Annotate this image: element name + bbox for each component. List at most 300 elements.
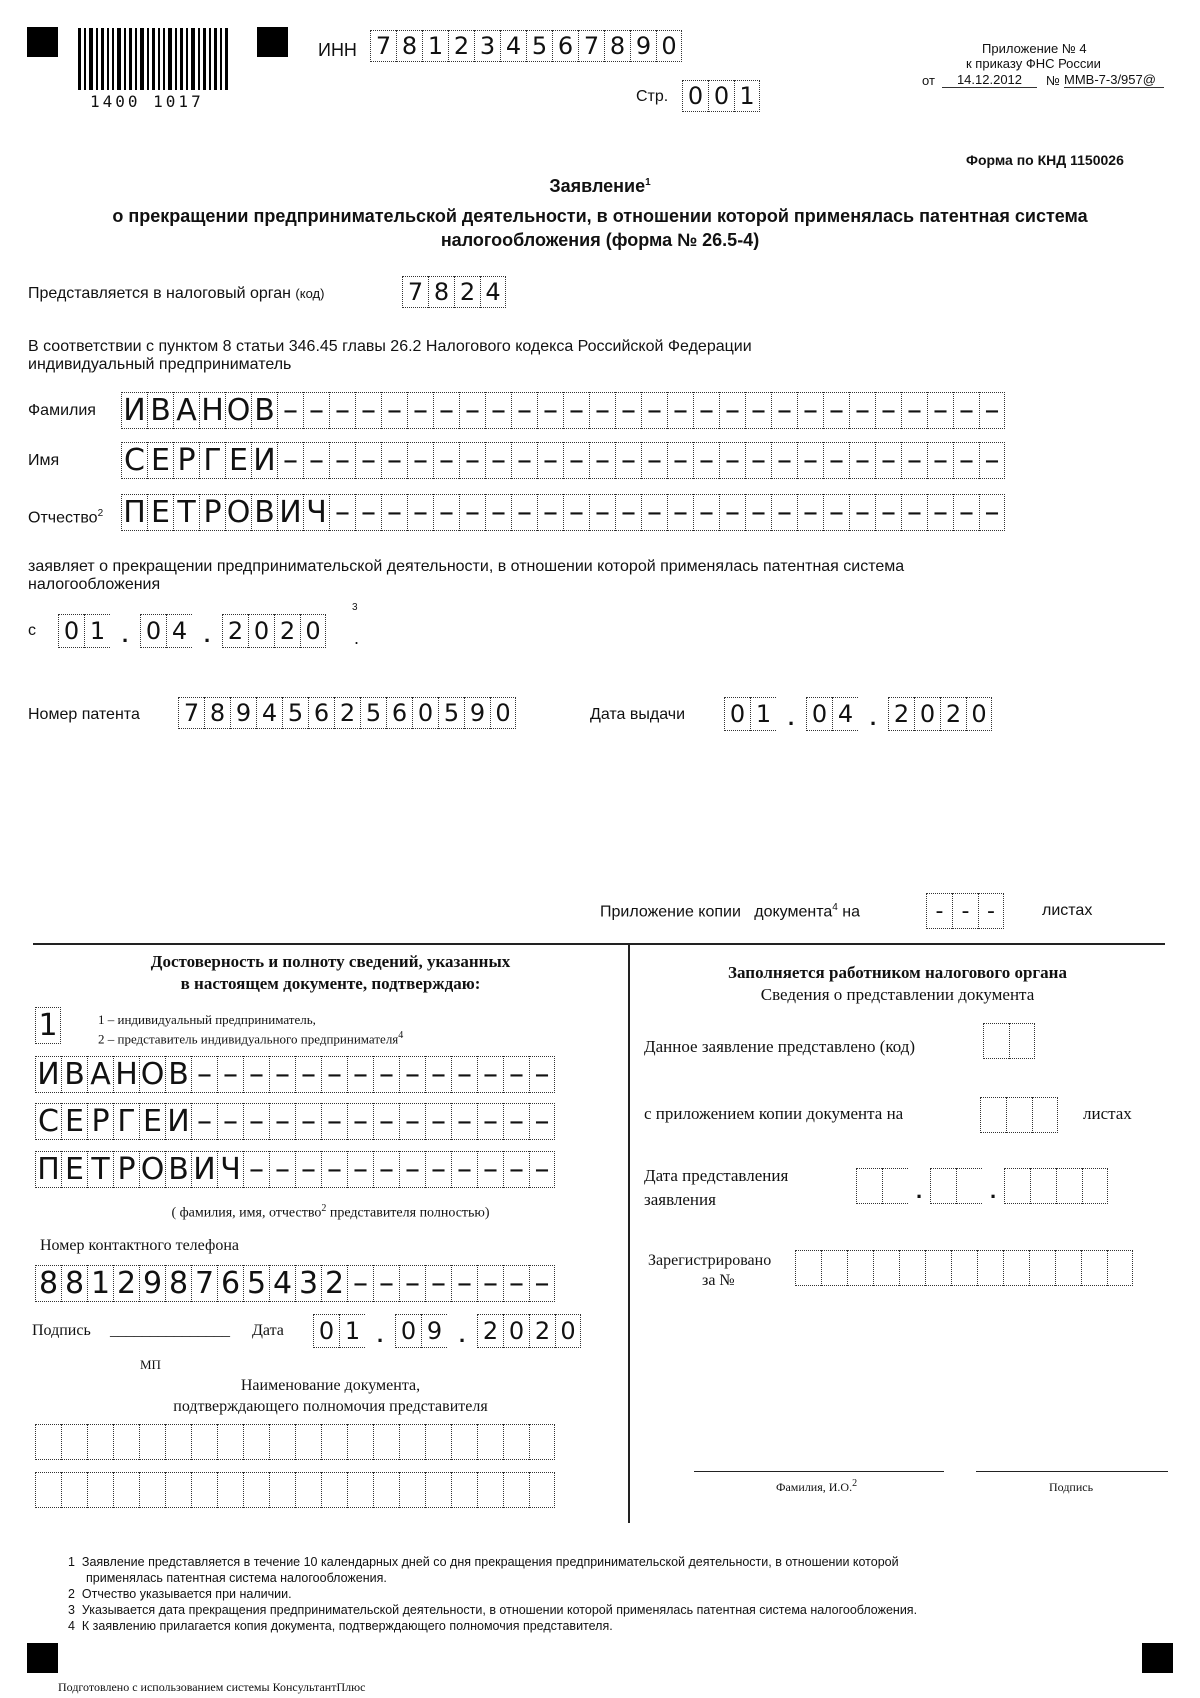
footnote-3 bbox=[68, 1603, 917, 1618]
date-separator: . bbox=[869, 705, 877, 730]
cell: – bbox=[563, 392, 589, 429]
cell: 2 bbox=[529, 1314, 555, 1348]
cell bbox=[451, 1424, 477, 1460]
cell: – bbox=[433, 494, 459, 531]
cell: Р bbox=[173, 442, 199, 479]
cell: – bbox=[797, 442, 823, 479]
cell bbox=[347, 1472, 373, 1508]
copies-cells bbox=[980, 1097, 1058, 1133]
inn-cells bbox=[370, 30, 682, 62]
cell: – bbox=[667, 494, 693, 531]
rep-surname-cells bbox=[35, 1056, 555, 1093]
cell bbox=[925, 1250, 951, 1286]
surname-cells bbox=[121, 392, 1005, 429]
cell: 7 bbox=[578, 30, 604, 62]
staff-fio-caption bbox=[776, 1478, 857, 1495]
name-cells bbox=[121, 442, 1005, 479]
cell: – bbox=[529, 1056, 555, 1093]
cell: – bbox=[927, 392, 953, 429]
cell: 6 bbox=[217, 1265, 243, 1302]
submission-date-label1: Дата представления bbox=[644, 1166, 789, 1185]
cell: – bbox=[485, 494, 511, 531]
patronymic-cells bbox=[121, 494, 1005, 531]
cell: 0 bbox=[503, 1314, 529, 1348]
cell: – bbox=[425, 1265, 451, 1302]
cell: – bbox=[303, 442, 329, 479]
cell: 1 bbox=[734, 80, 760, 112]
date-separator: . bbox=[203, 622, 211, 647]
cell: Г bbox=[199, 442, 225, 479]
cell bbox=[503, 1472, 529, 1508]
registered-number-cells bbox=[795, 1250, 1133, 1286]
cell bbox=[951, 1250, 977, 1286]
tax-authority-code-cells bbox=[402, 276, 506, 308]
date-separator: . bbox=[787, 705, 795, 730]
cell: 1 bbox=[422, 30, 448, 62]
cell: 4 bbox=[480, 276, 506, 308]
cell: 0 bbox=[300, 614, 326, 648]
tax-authority-label bbox=[28, 285, 324, 303]
cell bbox=[113, 1472, 139, 1508]
cell: – bbox=[425, 1103, 451, 1140]
cell bbox=[821, 1250, 847, 1286]
cell: – bbox=[953, 494, 979, 531]
cell: В bbox=[251, 494, 277, 531]
cell: – bbox=[399, 1265, 425, 1302]
cell: – bbox=[529, 1103, 555, 1140]
cell bbox=[61, 1472, 87, 1508]
cell: – bbox=[243, 1056, 269, 1093]
signer-option2-footnote: 4 bbox=[398, 1030, 404, 1041]
cell: – bbox=[425, 1151, 451, 1188]
cell: 0 bbox=[140, 614, 166, 648]
cell: – bbox=[355, 494, 381, 531]
cell bbox=[425, 1424, 451, 1460]
cell: – bbox=[667, 442, 693, 479]
cell: – bbox=[459, 494, 485, 531]
title-line3: налогообложения (форма № 26.5-4) bbox=[440, 230, 760, 250]
cell: – bbox=[771, 392, 797, 429]
cell: 3 bbox=[474, 30, 500, 62]
cell: – bbox=[953, 392, 979, 429]
cell: 2 bbox=[454, 276, 480, 308]
cell: 2 bbox=[222, 614, 248, 648]
cell: П bbox=[121, 494, 147, 531]
cell: – bbox=[667, 392, 693, 429]
cell: 2 bbox=[940, 697, 966, 731]
cell: 2 bbox=[334, 697, 360, 729]
cell: 2 bbox=[448, 30, 474, 62]
cell: – bbox=[485, 392, 511, 429]
footnote-4 bbox=[68, 1619, 613, 1634]
footnote-1-text: Заявление представляется в течение 10 календарных дней со дня прекращения предпринимательской деятельности, в отношении которой bbox=[81, 1555, 899, 1569]
cell: Р bbox=[113, 1151, 139, 1188]
cell bbox=[847, 1250, 873, 1286]
cell: - bbox=[978, 893, 1004, 929]
cell bbox=[795, 1250, 821, 1286]
barcode-number: 1400 1017 bbox=[90, 92, 204, 111]
cell: – bbox=[459, 442, 485, 479]
page-label: Стр. bbox=[636, 88, 669, 105]
tax-authority-text: Представляется в налоговый орган bbox=[28, 285, 291, 302]
cell: – bbox=[329, 442, 355, 479]
registered-label1: Зарегистрировано bbox=[648, 1252, 772, 1269]
cell: – bbox=[503, 1056, 529, 1093]
cell: – bbox=[537, 392, 563, 429]
cell: – bbox=[953, 442, 979, 479]
cell: 0 bbox=[656, 30, 682, 62]
cell: О bbox=[226, 495, 251, 530]
cell: – bbox=[459, 392, 485, 429]
rep-name-cells bbox=[35, 1103, 555, 1140]
fio-caption-footnote: 2 bbox=[321, 1203, 327, 1214]
cell: – bbox=[399, 1056, 425, 1093]
cell: П bbox=[35, 1151, 61, 1188]
fio-caption-text: ( фамилия, имя, отчество bbox=[171, 1205, 322, 1221]
cell: – bbox=[407, 442, 433, 479]
cell: – bbox=[347, 1056, 373, 1093]
name-label: Имя bbox=[28, 452, 60, 469]
cell: – bbox=[269, 1056, 295, 1093]
cell: – bbox=[771, 494, 797, 531]
cell: – bbox=[589, 442, 615, 479]
cell bbox=[373, 1424, 399, 1460]
cell: – bbox=[347, 1103, 373, 1140]
cell: – bbox=[927, 442, 953, 479]
fio-caption-end: представителя полностью) bbox=[326, 1205, 490, 1221]
submitted-label: Данное заявление представлено (код) bbox=[644, 1037, 916, 1056]
cell bbox=[139, 1424, 165, 1460]
signature-line: _______________ bbox=[110, 1322, 230, 1339]
date-separator: . bbox=[915, 1178, 923, 1203]
cell: – bbox=[407, 392, 433, 429]
cell bbox=[1032, 1097, 1058, 1133]
patronymic-footnote: 2 bbox=[97, 508, 104, 519]
fio-caption bbox=[33, 1203, 628, 1222]
doc-name-cells-row2 bbox=[35, 1472, 555, 1508]
cell bbox=[529, 1472, 555, 1508]
cell bbox=[243, 1472, 269, 1508]
form-code: Форма по КНД 1150026 bbox=[966, 152, 1124, 168]
cell: 0 bbox=[708, 80, 734, 112]
cell: – bbox=[849, 392, 875, 429]
cell: – bbox=[563, 494, 589, 531]
cell: – bbox=[347, 1151, 373, 1188]
appendix-line1: Приложение № 4 bbox=[982, 41, 1087, 56]
cell bbox=[87, 1472, 113, 1508]
cell: В bbox=[165, 1151, 191, 1188]
title-word: Заявление bbox=[549, 176, 646, 196]
cell: В bbox=[61, 1056, 87, 1093]
cell bbox=[165, 1472, 191, 1508]
footnote-2 bbox=[68, 1587, 292, 1602]
cell: Е bbox=[147, 494, 173, 531]
cell: – bbox=[407, 494, 433, 531]
cell: 4 bbox=[500, 30, 526, 62]
cell bbox=[529, 1424, 555, 1460]
cell: – bbox=[295, 1103, 321, 1140]
cell bbox=[1004, 1168, 1030, 1204]
cell: – bbox=[979, 442, 1005, 479]
cell bbox=[217, 1424, 243, 1460]
cell: 7 bbox=[178, 697, 204, 729]
signer-option2-text: 2 – представитель индивидуального предпринимателя bbox=[98, 1031, 399, 1047]
cell: – bbox=[615, 442, 641, 479]
appendix-date: 14.12.2012 bbox=[942, 72, 1037, 88]
doc-name-line2: подтверждающего полномочия представителя bbox=[173, 1398, 488, 1415]
cell: 0 bbox=[966, 697, 992, 731]
cell: 6 bbox=[308, 697, 334, 729]
patent-issue-date-cells bbox=[724, 697, 992, 731]
horizontal-divider bbox=[33, 943, 1165, 945]
cell bbox=[321, 1424, 347, 1460]
cell bbox=[1030, 1168, 1056, 1204]
cell: 7 bbox=[370, 30, 396, 62]
cell bbox=[399, 1472, 425, 1508]
cell: – bbox=[529, 1265, 555, 1302]
cell: А bbox=[173, 392, 199, 429]
signature-label: Подпись bbox=[32, 1322, 91, 1339]
tax-authority-code-label: (код) bbox=[295, 286, 325, 301]
left-heading2: в настоящем документе, подтверждаю: bbox=[180, 974, 481, 993]
date-separator: . bbox=[989, 1178, 997, 1203]
cell: – bbox=[191, 1103, 217, 1140]
cell: – bbox=[511, 392, 537, 429]
cell: И bbox=[277, 494, 303, 531]
cell: – bbox=[295, 1151, 321, 1188]
cell: 4 bbox=[832, 697, 858, 731]
date-separator: . bbox=[458, 1322, 466, 1347]
cell: О bbox=[226, 393, 251, 428]
cell: – bbox=[979, 494, 1005, 531]
statement-dot: . bbox=[354, 628, 360, 648]
cell bbox=[873, 1250, 899, 1286]
cell: – bbox=[373, 1056, 399, 1093]
attachment-sheets-label: листах bbox=[1042, 902, 1093, 919]
cell: 5 bbox=[526, 30, 552, 62]
cell bbox=[191, 1472, 217, 1508]
cell bbox=[1055, 1250, 1081, 1286]
cell: 0 bbox=[58, 614, 84, 648]
cell bbox=[882, 1168, 908, 1204]
cell: 0 bbox=[412, 697, 438, 729]
footnote-1-cont bbox=[86, 1571, 387, 1586]
cell bbox=[503, 1424, 529, 1460]
statement-line2: налогообложения bbox=[28, 576, 161, 593]
cell: Е bbox=[139, 1103, 165, 1140]
cell: – bbox=[641, 494, 667, 531]
cell: - bbox=[926, 893, 952, 929]
cell: – bbox=[503, 1265, 529, 1302]
cell bbox=[295, 1472, 321, 1508]
cell: 7 bbox=[402, 276, 428, 308]
cell bbox=[451, 1472, 477, 1508]
footnote-4-text: К заявлению прилагается копия документа, подтверждающего полномочия представителя. bbox=[81, 1619, 613, 1633]
cell: – bbox=[875, 494, 901, 531]
cell: И bbox=[121, 392, 147, 429]
cell: – bbox=[823, 442, 849, 479]
cell: – bbox=[641, 392, 667, 429]
cell: – bbox=[641, 442, 667, 479]
cell: – bbox=[693, 494, 719, 531]
cell: 0 bbox=[395, 1314, 421, 1348]
cell: – bbox=[355, 392, 381, 429]
date-separator: . bbox=[376, 1322, 384, 1347]
right-heading: Заполняется работником налогового органа bbox=[728, 963, 1067, 982]
cell bbox=[1081, 1250, 1107, 1286]
intro-line1: В соответствии с пунктом 8 статьи 346.45 главы 26.2 Налогового кодекса Российской Федерации bbox=[28, 338, 752, 355]
cell: 8 bbox=[61, 1265, 87, 1302]
attachment-footnote: 4 bbox=[832, 902, 838, 913]
cell: 5 bbox=[282, 697, 308, 729]
cell: – bbox=[381, 494, 407, 531]
cell bbox=[1082, 1168, 1108, 1204]
fio-line bbox=[694, 1471, 944, 1472]
cell bbox=[321, 1472, 347, 1508]
cell: 4 bbox=[269, 1265, 295, 1302]
statement-date-cells bbox=[58, 614, 326, 648]
patent-number-cells bbox=[178, 697, 516, 729]
cell: Е bbox=[225, 442, 251, 479]
cell bbox=[191, 1424, 217, 1460]
cell bbox=[1029, 1250, 1055, 1286]
doc-name-cells-row1 bbox=[35, 1424, 555, 1460]
statement-line1: заявляет о прекращении предпринимательской деятельности, в отношении которой применялась патентная система bbox=[28, 558, 905, 575]
cell: – bbox=[503, 1151, 529, 1188]
cell: – bbox=[901, 392, 927, 429]
cell: Е bbox=[61, 1103, 87, 1140]
appendix-number: ММВ-7-3/957@ bbox=[1064, 72, 1164, 88]
cell: Р bbox=[199, 494, 225, 531]
attachment-label bbox=[600, 902, 860, 921]
attachment-label3: на bbox=[842, 903, 861, 921]
statement-from-label: с bbox=[28, 622, 36, 639]
cell bbox=[165, 1424, 191, 1460]
cell: 0 bbox=[682, 80, 708, 112]
cell: – bbox=[797, 494, 823, 531]
rep-patronymic-cells bbox=[35, 1151, 555, 1188]
cell bbox=[856, 1168, 882, 1204]
cell: - bbox=[952, 893, 978, 929]
appendix-no-label: № bbox=[1046, 73, 1060, 88]
cell: 6 bbox=[552, 30, 578, 62]
signer-option2 bbox=[98, 1030, 403, 1047]
cell bbox=[983, 1023, 1009, 1059]
cell: 0 bbox=[724, 697, 750, 731]
cell: – bbox=[243, 1151, 269, 1188]
cell: – bbox=[355, 442, 381, 479]
cell: – bbox=[529, 1151, 555, 1188]
cell: – bbox=[901, 494, 927, 531]
cell: – bbox=[433, 442, 459, 479]
cell: – bbox=[277, 442, 303, 479]
attachment-label1: Приложение копии bbox=[600, 903, 741, 921]
cell: – bbox=[269, 1103, 295, 1140]
staff-signature-caption: Подпись bbox=[1049, 1480, 1094, 1494]
cell: – bbox=[329, 392, 355, 429]
cell bbox=[1009, 1023, 1035, 1059]
cell: – bbox=[901, 442, 927, 479]
cell: 2 bbox=[888, 697, 914, 731]
cell: – bbox=[451, 1056, 477, 1093]
cell: – bbox=[537, 442, 563, 479]
cell: – bbox=[511, 442, 537, 479]
cell: В bbox=[165, 1056, 191, 1093]
cell: 8 bbox=[165, 1265, 191, 1302]
attachment-label2: документа bbox=[754, 903, 833, 921]
footnote-3-num: 3 bbox=[68, 1603, 75, 1617]
page-cells bbox=[682, 80, 760, 112]
inn-label: ИНН bbox=[318, 40, 357, 60]
cell: – bbox=[797, 392, 823, 429]
cell: – bbox=[373, 1265, 399, 1302]
cell: – bbox=[243, 1103, 269, 1140]
cell: 7 bbox=[191, 1265, 217, 1302]
cell: Ч bbox=[303, 494, 329, 531]
cell: – bbox=[321, 1103, 347, 1140]
cell: – bbox=[433, 392, 459, 429]
cell: 9 bbox=[421, 1314, 447, 1348]
patronymic-label bbox=[28, 508, 103, 527]
footnote-2-text: Отчество указывается при наличии. bbox=[81, 1587, 292, 1601]
submission-date-label2: заявления bbox=[644, 1190, 716, 1209]
cell: – bbox=[563, 442, 589, 479]
cell: 8 bbox=[204, 697, 230, 729]
cell bbox=[977, 1250, 1003, 1286]
cell: – bbox=[425, 1056, 451, 1093]
cell bbox=[1107, 1250, 1133, 1286]
cell: 2 bbox=[113, 1265, 139, 1302]
cell: – bbox=[373, 1151, 399, 1188]
staff-fio-caption-text: Фамилия, И.О. bbox=[776, 1480, 853, 1494]
footnote-2-num: 2 bbox=[68, 1587, 75, 1601]
cell: 9 bbox=[139, 1265, 165, 1302]
cell: 0 bbox=[248, 614, 274, 648]
cell: – bbox=[927, 494, 953, 531]
cell bbox=[243, 1424, 269, 1460]
cell: 5 bbox=[360, 697, 386, 729]
cell: – bbox=[719, 392, 745, 429]
patent-issue-label: Дата выдачи bbox=[590, 706, 686, 723]
cell: Т bbox=[173, 494, 199, 531]
cell: 4 bbox=[256, 697, 282, 729]
cell: Ч bbox=[217, 1151, 243, 1188]
cell: – bbox=[503, 1103, 529, 1140]
cell: – bbox=[477, 1103, 503, 1140]
appendix-line2: к приказу ФНС России bbox=[966, 56, 1101, 71]
cell: 5 bbox=[438, 697, 464, 729]
cell bbox=[980, 1097, 1006, 1133]
cell: 1 bbox=[87, 1265, 113, 1302]
cell: – bbox=[347, 1265, 373, 1302]
copies-label: с приложением копии документа на bbox=[644, 1104, 904, 1123]
cell: – bbox=[979, 392, 1005, 429]
cell: 0 bbox=[313, 1314, 339, 1348]
cell bbox=[373, 1472, 399, 1508]
cell bbox=[87, 1424, 113, 1460]
cell: – bbox=[745, 494, 771, 531]
cell: – bbox=[381, 442, 407, 479]
cell: – bbox=[693, 442, 719, 479]
title-line2: о прекращении предпринимательской деятельности, в отношении которой применялась патентная система bbox=[112, 206, 1088, 226]
footnote-4-num: 4 bbox=[68, 1619, 75, 1633]
corner-marker-top-right bbox=[257, 27, 288, 57]
cell: – bbox=[303, 392, 329, 429]
cell: 8 bbox=[604, 30, 630, 62]
right-subheading: Сведения о представлении документа bbox=[760, 985, 1035, 1004]
phone-cells bbox=[35, 1265, 555, 1302]
cell: – bbox=[615, 494, 641, 531]
